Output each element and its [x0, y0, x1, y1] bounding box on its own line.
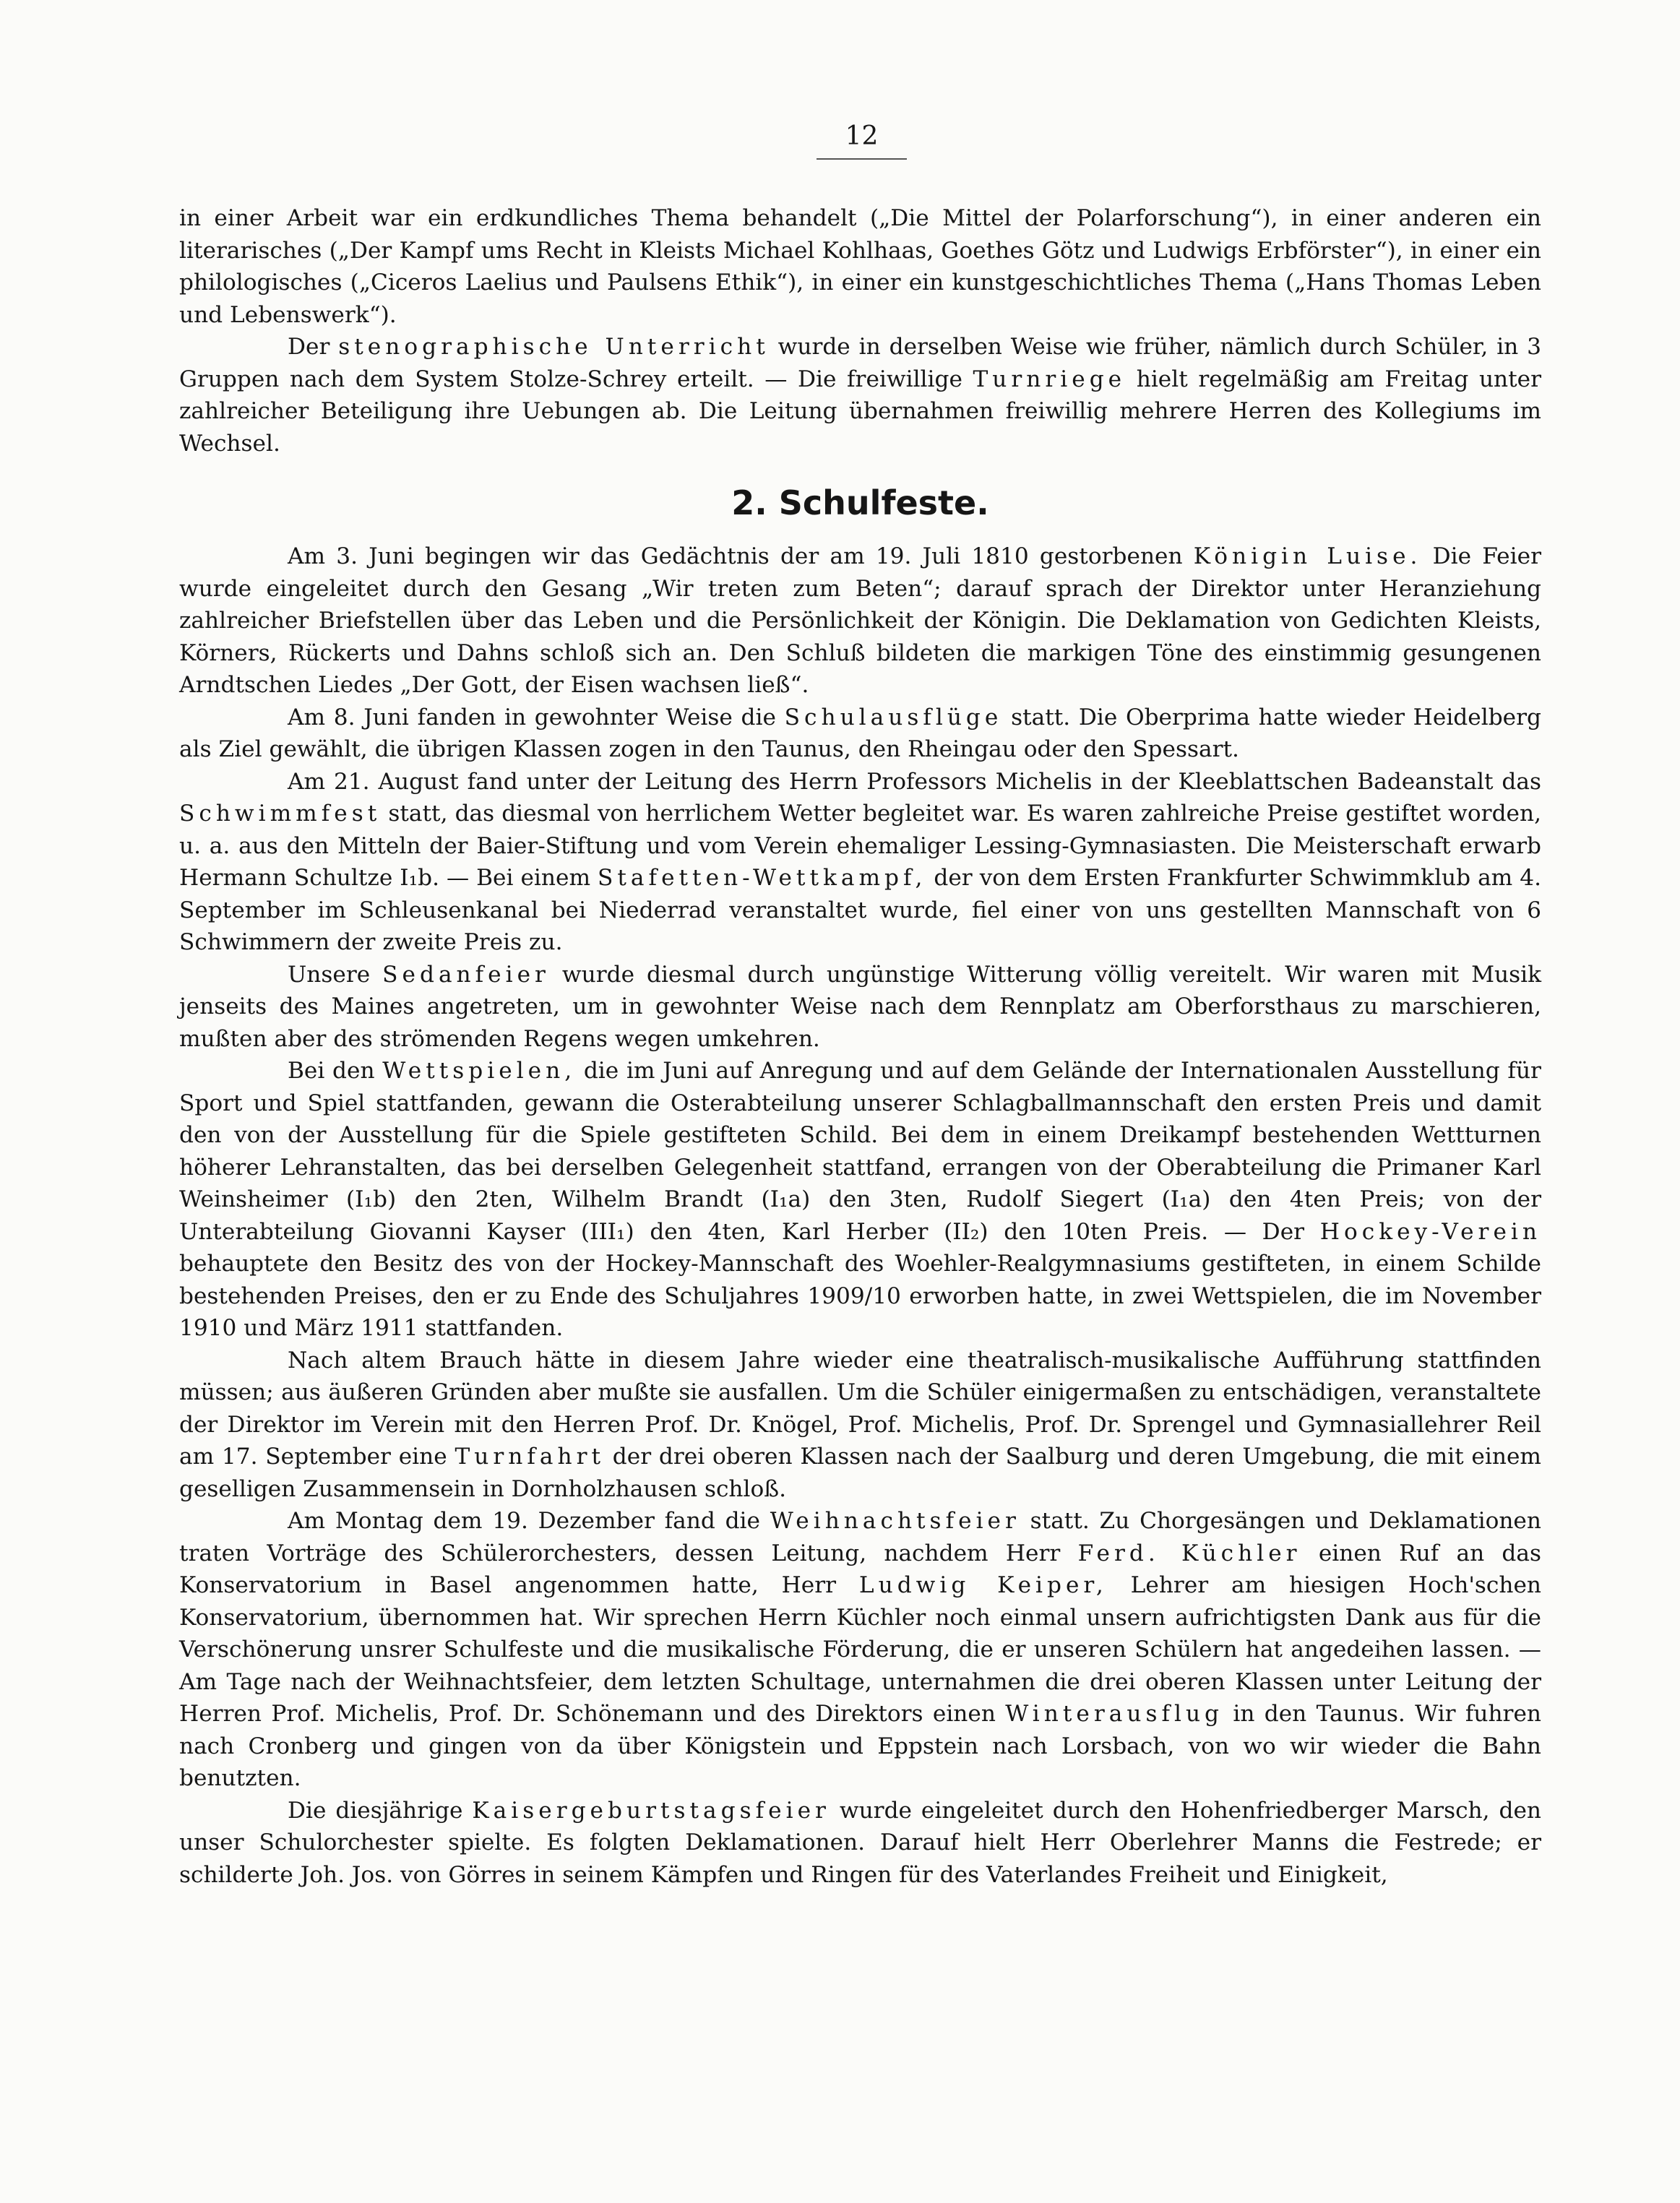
page-header	[0, 121, 1680, 160]
paragraph-5: Am 21. August fand unter der Leitung des Herrn Professors Michelis in der Kleeblattschen Badeanstalt das Schwimmfest statt, das diesmal von herrlichem Wetter begleitet war. Es waren zahlreiche Preise gestiftet worden, u. a. aus den Mitteln der Baier-Stiftung und vom Verein ehemaliger Lessing-Gymnasiasten. Die Meisterschaft erwarb Hermann Schultze I₁b. — Bei einem Stafetten-Wettkampf, der von dem Ersten Frankfurter Schwimmklub am 4. September im Schleusenkanal bei Niederrad veranstaltet wurde, fiel einer von uns gestellten Mannschaft von 6 Schwimmern der zweite Preis zu.	[179, 768, 1541, 955]
emphasis-wettspiele: Wettspielen,	[382, 1058, 577, 1084]
paragraph-8: Nach altem Brauch hätte in diesem Jahre wieder eine theatralisch-musikalische Aufführung stattfinden müssen; aus äußeren Gründen aber mußte sie ausfallen. Um die Schüler einigermaßen zu entschädigen, veranstaltete der Direktor im Verein mit den Herren Prof. Dr. Knögel, Prof. Michelis, Prof. Dr. Sprengel und Gymnasiallehrer Reil am 17. September eine Turnfahrt der drei oberen Klassen nach der Saalburg und deren Umgebung, die mit einem geselligen Zusammensein in Dornholzhausen schloß.	[179, 1347, 1541, 1502]
emphasis-koenigin-luise: Königin Luise.	[1193, 543, 1422, 569]
emphasis-schulausfluege: Schulausflüge	[784, 704, 1003, 730]
paragraph-6: Unsere Sedanfeier wurde diesmal durch ungünstige Witterung völlig vereitelt. Wir waren mit Musik jenseits des Maines angetreten, um in gewohnter Weise nach dem Rennplatz am Oberforsthaus zu marschieren, mußten aber des strömenden Regens wegen umkehren.	[179, 961, 1542, 1052]
emphasis-keiper: Ludwig Keiper,	[858, 1572, 1108, 1598]
paragraph-9: Am Montag dem 19. Dezember fand die Weihnachtsfeier statt. Zu Chorgesängen und Deklamationen traten Vorträge des Schülerorchesters, dessen Leitung, nachdem Herr Ferd. Küchler einen Ruf an das Konservatorium in Basel angenommen hatte, Herr Ludwig Keiper, Lehrer am hiesigen Hoch'schen Konservatorium, übernommen hat. Wir sprechen Herrn Küchler noch einmal unsern aufrichtigsten Dank aus für die Verschönerung unsrer Schulfeste und die musikalische Förderung, die er unseren Schülern hat angedeihen lassen. — Am Tage nach der Weihnachtsfeier, dem letzten Schultage, unternahmen die drei oberen Klassen unter Leitung der Herren Prof. Michelis, Prof. Dr. Schönemann und des Direktors einen Winterausflug in den Taunus. Wir fuhren nach Cronberg und gingen von da über Königstein und Eppstein nach Lorsbach, von wo wir wieder die Bahn benutzten.	[179, 1508, 1541, 1791]
section-title: 2. Schulfeste.	[731, 483, 989, 522]
page-number: 12	[817, 121, 908, 160]
emphasis-turnriege: Turnriege	[973, 366, 1127, 392]
emphasis-weihnachtsfeier: Weihnachtsfeier	[770, 1508, 1020, 1534]
paragraph-10: Die diesjährige Kaisergeburtstagsfeier wurde eingeleitet durch den Hohenfriedberger Marsch, den unser Schulorchester spielte. Es folgten Deklamationen. Darauf hielt Herr Oberlehrer Manns die Festrede; er schilderte Joh. Jos. von Görres in seinem Kämpfen und Ringen für des Vaterlandes Freiheit und Einigkeit,	[179, 1797, 1541, 1888]
emphasis-kaisergeburtstag: Kaisergeburtstagsfeier	[472, 1797, 830, 1824]
emphasis-kuechler: Ferd. Küchler	[1077, 1540, 1301, 1566]
emphasis-stafetten: Stafetten-Wettkampf,	[598, 865, 927, 891]
body-text	[179, 202, 1541, 1891]
emphasis-winterausflug: Winterausflug	[1005, 1701, 1224, 1727]
emphasis-stenographie: stenographische Unterricht	[338, 334, 770, 360]
paragraph-7: Bei den Wettspielen, die im Juni auf Anregung und auf dem Gelände der Internationalen Ausstellung für Sport und Spiel stattfanden, gewann die Osterabteilung unserer Schlagballmannschaft den ersten Preis und damit den von der Ausstellung für die Spiele gestifteten Schild. Bei dem in einem Dreikampf bestehenden Wettturnen höherer Lehranstalten, das bei derselben Gelegenheit stattfand, errangen von der Oberabteilung die Primaner Karl Weinsheimer (I₁b) den 2ten, Wilhelm Brandt (I₁a) den 3ten, Rudolf Siegert (I₁a) den 4ten Preis; von der Unterabteilung Giovanni Kayser (III₁) den 4ten, Karl Herber (II₂) den 10ten Preis. — Der Hockey-Verein behauptete den Besitz des von der Hockey-Mannschaft des Woehler-Realgymnasiums gestifteten, in einem Schilde bestehenden Preises, den er zu Ende des Schuljahres 1909/10 erworben hatte, in zwei Wettspielen, die im November 1910 und März 1911 stattfanden.	[179, 1058, 1541, 1341]
emphasis-hockey-verein: Hockey-Verein	[1319, 1218, 1541, 1245]
emphasis-sedanfeier: Sedanfeier	[382, 961, 550, 988]
emphasis-turnfahrt: Turnfahrt	[455, 1444, 606, 1470]
emphasis-schwimmfest: Schwimmfest	[179, 801, 382, 827]
paragraph-2: Der stenographische Unterricht wurde in derselben Weise wie früher, nämlich durch Schüler, in 3 Gruppen nach dem System Stolze-Schrey erteilt. — Die freiwillige Turnriege hielt regelmäßig am Freitag unter zahlreicher Beteiligung ihre Uebungen ab. Die Leitung übernahmen freiwillig mehrere Herren des Kollegiums im Wechsel.	[179, 334, 1542, 457]
paragraph-1: in einer Arbeit war ein erdkundliches Thema behandelt („Die Mittel der Polarforschung“), in einer anderen ein literarisches („Der Kampf ums Recht in Kleists Michael Kohlhaas, Goethes Götz und Ludwigs Erbförster“), in einer ein philologisches („Ciceros Laelius und Paulsens Ethik“), in einer ein kunstgeschichtliches Thema („Hans Thomas Leben und Lebenswerk“).	[179, 205, 1541, 328]
paragraph-4: Am 8. Juni fanden in gewohnter Weise die Schulausflüge statt. Die Oberprima hatte wieder Heidelberg als Ziel gewählt, die übrigen Klassen zogen in den Taunus, den Rheingau oder den Spessart.	[179, 704, 1541, 762]
paragraph-3: Am 3. Juni begingen wir das Gedächtnis der am 19. Juli 1810 gestorbenen Königin Luise. Die Feier wurde eingeleitet durch den Gesang „Wir treten zum Beten“; darauf sprach der Direktor unter Heranziehung zahlreicher Briefstellen über das Leben und die Persönlichkeit der Königin. Die Deklamation von Gedichten Kleists, Körners, Rückerts und Dahns schloß sich an. Den Schluß bildeten die markigen Töne des einstimmig gesungenen Arndtschen Liedes „Der Gott, der Eisen wachsen ließ“.	[179, 543, 1541, 698]
